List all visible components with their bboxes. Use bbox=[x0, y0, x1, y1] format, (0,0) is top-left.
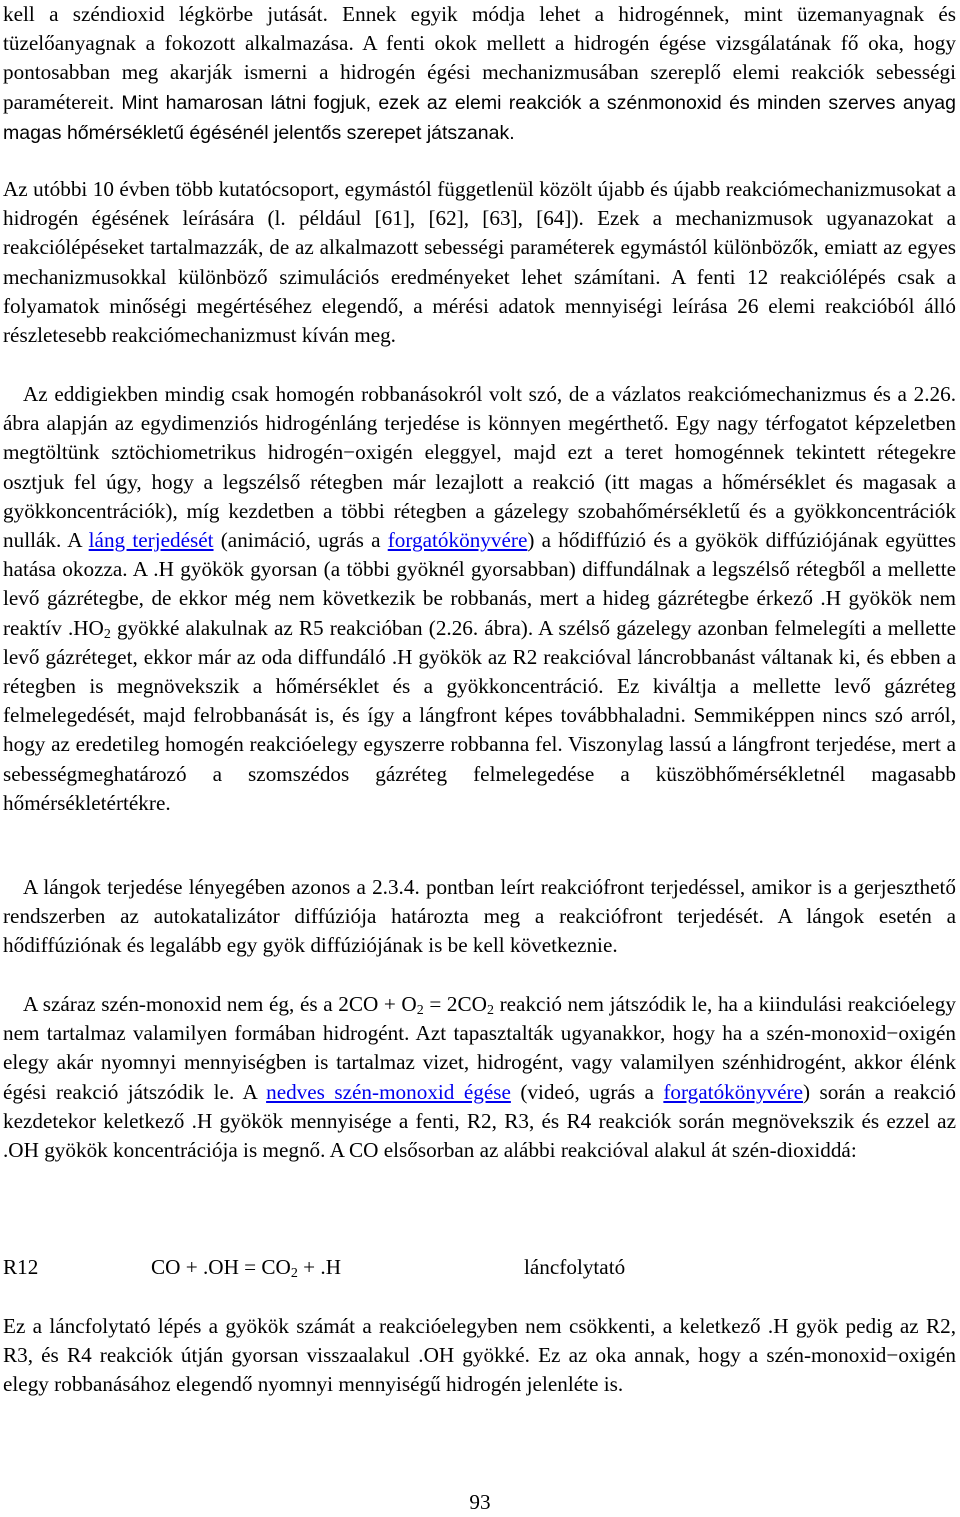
wet-co-combustion-video-link[interactable]: nedves szén-monoxid égése bbox=[266, 1079, 511, 1104]
paragraph-text: oxigén eleggyel, majd ezt a teret homogénnek tekintett rétegekre osztjuk fel úgy, hogy a legszélső rétegben már lezajlott a reakció (itt magas a hőmérséklet és magasak a gyökkoncentrációk), míg kezdetben a többi rétegben a gázelegy szobahőmérsékletű és a gyökkoncentrációk nullák. A bbox=[3, 440, 956, 553]
paragraph-text: Mint hamarosan látni fogjuk, ezek az elemi reakciók a szénmonoxid és minden szerves anyag magas hőmérsékletű égésénél jelentős szerepet játszanak. bbox=[3, 91, 956, 144]
paragraph-text: oxigén elegy akár nyomnyi mennyiségben is tartalmaz vizet, hidrogént, vagy valamilyen szénhidrogént, akkor élénk égési reakció játszódik le. A bbox=[3, 1021, 956, 1104]
reaction-r12 bbox=[3, 1253, 956, 1283]
scenario-link[interactable]: forgatókönyvére bbox=[663, 1079, 803, 1104]
paragraph-flame-propagation bbox=[3, 380, 956, 818]
subscript: 2 bbox=[103, 626, 111, 642]
reaction-label: R12 bbox=[3, 1255, 39, 1279]
paragraph-chain-propagation bbox=[3, 1312, 956, 1400]
paragraph-text: A lángok terjedése lényegében azonos a 2.3.4. pontban leírt reakciófront terjedéssel, amikor is a gerjeszthető rendszerben az autokatalizátor diffúziója határozta meg a reakciófront terjedését. A lángok esetén a hődiffúziónak és legalább egy gyök diffúziójának is be kell következnie. bbox=[3, 875, 956, 958]
paragraph-text: reakció nem játszódik le, ha a kiindulási reakcióelegy nem tartalmaz valamilyen formában hidrogént. Azt tapasztalták ugyanakkor, hogy ha a szén-monoxid bbox=[3, 992, 956, 1046]
paragraph-text: ) során a reakció kezdetekor keletkező .H gyökök mennyisége a fenti, R2, R3, és R4 reakciók során megnövekszik és ezzel az .OH gyökök koncentrációja is megnő. A CO elsősorban az alábbi reakcióval alakul át szén-dioxiddá: bbox=[3, 1079, 956, 1163]
paragraph-carbon-monoxide bbox=[3, 990, 956, 1165]
paragraph-text: ) a hődiffúzió és a gyökök diffúziójának együttes hatása okozza. A .H gyökök gyorsan (a többi gyöknél gyorsabban) diffundálnak a legszélső rétegből a mellette levő gázrétegbe, de ekkor még nem következik be robbanás, mert a hideg gázrétegbe érkező .H gyökök nem reaktív .HO bbox=[3, 528, 957, 640]
paragraph-text: (animáció, ugrás a bbox=[220, 528, 381, 553]
paragraph-text: Ez a láncfolytató lépés a gyökök számát a reakcióelegyben nem csökkenti, a keletkező .H gyök pedig az R2, R3, és R4 reakciók útján gyorsan visszaalakul .OH gyökké. Ez az oka annak, hogy a szén-monoxid bbox=[3, 1314, 956, 1368]
subscript: 2 bbox=[486, 1003, 494, 1018]
paragraph-hydrogen-fuel bbox=[3, 0, 956, 148]
paragraph-text: Az utóbbi 10 évben több kutatócsoport, egymástól függetlenül közölt újabb és újabb reakciómechanizmusokat a hidrogén égésének leírására (l. például [61], [62], [63], [64]). Ezek a mechanizmusok ugyanazokat a reakciólépéseket tartalmazzák, de az alkalmazott sebességi paraméterek egymástól különbözők, emiatt az egyes mechanizmusokkal különböző szimulációs eredményeket lehet számítani. A fenti 12 reakciólépés csak a folyamatok minőségi megértéséhez elegendő, a mérési adatok mennyiségi leírása 26 elemi reakcióból álló részletesebb reakciómechanizmust kíván meg. bbox=[3, 177, 956, 348]
paragraph-text: (videó, ugrás a bbox=[520, 1079, 654, 1104]
page-number: 93 bbox=[469, 1490, 491, 1514]
scenario-link[interactable]: forgatókönyvére bbox=[387, 528, 528, 553]
reaction-equation bbox=[151, 1253, 341, 1282]
dash-symbol: − bbox=[886, 1021, 899, 1046]
paragraph-flame-front bbox=[3, 873, 956, 961]
paragraph-text: kell a széndioxid légkörbe jutását. Ennek egyik módja lehet a hidrogénnek, mint üzemanyagnak és tüzelőanyagnak a fokozott alkalmazása. A fenti okok mellett a hidrogén égése vizsgálatának fő oka, hogy pontosabban meg akarják ismerni a hidrogén égési mechanizmusában szereplő elemi reakciók sebességi paramétereit. bbox=[3, 2, 956, 114]
paragraph-text: A száraz szén-monoxid nem ég, és a 2CO + O bbox=[23, 992, 417, 1016]
paragraph-text: = 2CO bbox=[423, 992, 487, 1016]
subscript: 2 bbox=[416, 1003, 424, 1018]
dash-symbol: − bbox=[343, 440, 356, 465]
paragraph-text: oxigén elegy robbanásához elegendő nyomnyi mennyiségű hidrogén jelenléte is. bbox=[3, 1343, 956, 1397]
paragraph-mechanisms bbox=[3, 175, 956, 350]
equation-text: + .H bbox=[297, 1255, 341, 1279]
paragraph-text: Az eddigiekben mindig csak homogén robbanásokról volt szó, de a vázlatos reakciómechanizmus és a 2.26. ábra alapján az egydimenziós hidrogénláng terjedése is könnyen megérthető. Egy nagy térfogatot képzeletben megtöltünk sztöchiometrikus hidrogén bbox=[3, 382, 956, 465]
flame-propagation-animation-link[interactable]: láng terjedését bbox=[88, 528, 214, 553]
equation-text: CO + .OH = CO bbox=[151, 1255, 291, 1279]
paragraph-text: gyökké alakulnak az R5 reakcióban (2.26. ábra). A szélső gázelegy azonban felmelegíti a mellette levő gázréteget, ekkor már az oda diffundáló .H gyökök az R2 reakcióval láncrobbanást váltanak ki, és ebben a rétegben is megnövekszik a hőmérséklet és a gyökkoncentráció. Ez kiváltja a mellette levő gázréteg felmelegedését, majd felrobbanását is, és így a lángfront képes továbbhaladni. Semmiképpen nincs szó arról, hogy az eredetileg homogén reakcióelegy egyszerre robbanna fel. Viszonylag lassú a lángfront terjedése, mert a sebességmeghatározó a szomszédos gázréteg felmelegedése a küszöbhőmérsékletnél magasabb hőmérsékletértékre. bbox=[3, 615, 956, 815]
subscript: 2 bbox=[290, 1266, 298, 1281]
reaction-type: láncfolytató bbox=[524, 1255, 626, 1279]
dash-symbol: − bbox=[886, 1343, 899, 1368]
